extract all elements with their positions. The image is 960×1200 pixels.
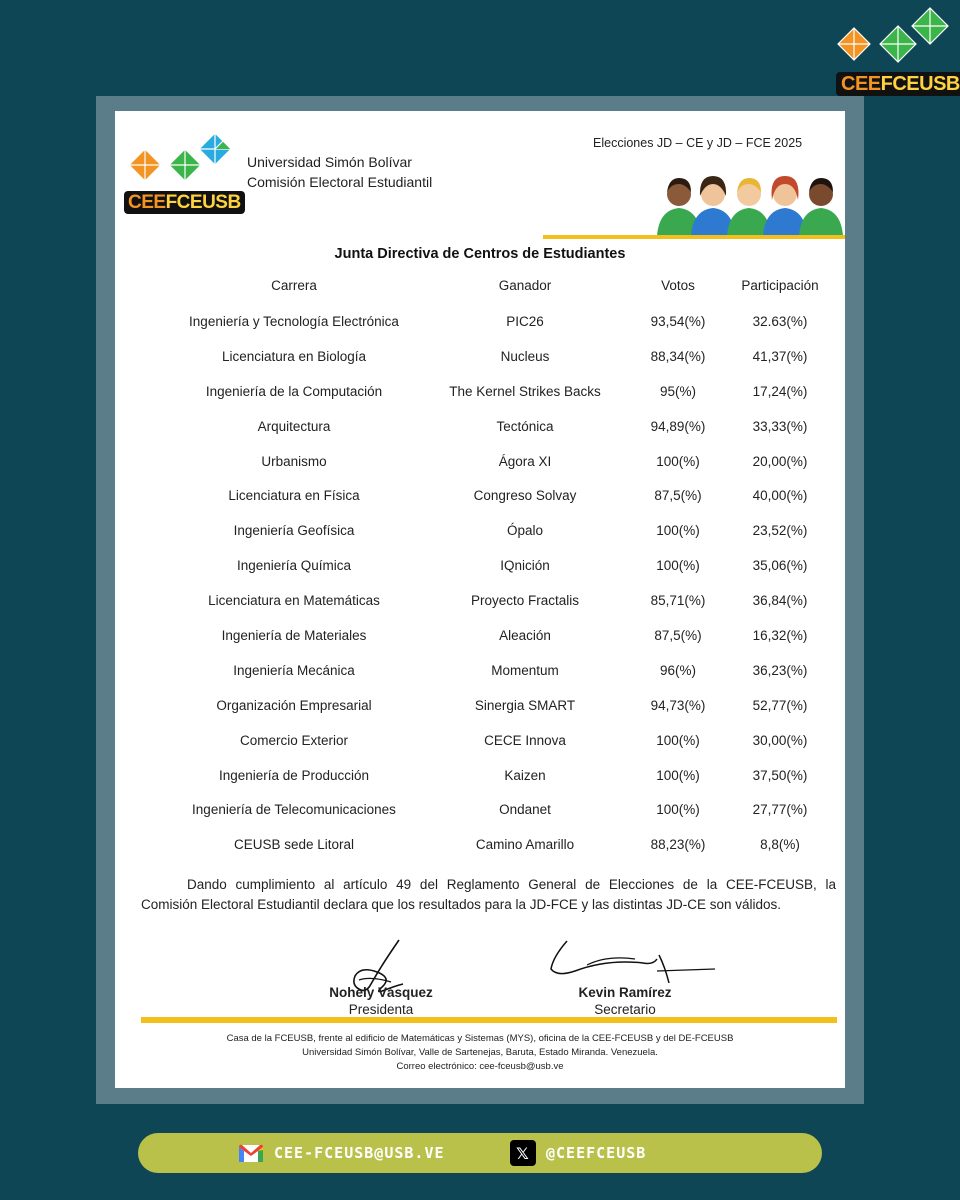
cell-carrera: Ingeniería y Tecnología Electrónica: [189, 313, 399, 329]
president-signature: [311, 984, 451, 1018]
cell-participacion: 36,23(%): [752, 662, 808, 678]
declaration-line-1: Dando cumplimiento al artículo 49 del Reglamento General de Elecciones de la CEE-FCEUSB, la: [187, 877, 836, 892]
column-header-participacion: Participación: [741, 277, 819, 293]
elections-title: Elecciones JD – CE y JD – FCE 2025: [593, 136, 803, 150]
results-table: [165, 266, 831, 862]
paper-wordmark: CEEFCEUSB: [124, 191, 245, 214]
cell-ganador: Ondanet: [499, 802, 551, 818]
cell-carrera: Licenciatura en Física: [228, 488, 360, 504]
cell-votos: 96(%): [659, 662, 696, 678]
cell-carrera: Ingeniería Mecánica: [233, 662, 355, 678]
table-row: [165, 374, 831, 409]
cell-votos: 94,89(%): [650, 418, 706, 434]
cell-votos: 100(%): [656, 558, 700, 574]
cell-votos: 100(%): [656, 767, 700, 783]
cell-participacion: 36,84(%): [752, 593, 808, 609]
cell-votos: 88,23(%): [650, 837, 706, 853]
cell-carrera: Comercio Exterior: [239, 732, 349, 748]
footer-email: Correo electrónico: cee-fceusb@usb.ve: [396, 1061, 564, 1072]
cell-participacion: 27,77(%): [752, 802, 808, 818]
footer-location: Universidad Simón Bolívar, Valle de Sartenejas, Baruta, Estado Miranda. Venezuela.: [302, 1047, 658, 1058]
cell-participacion: 32.63(%): [752, 313, 808, 329]
declaration-line-2: Comisión Electoral Estudiantil declara que los resultados para la JD-FCE y las distintas JD-CE son válidos.: [141, 897, 782, 912]
cell-carrera: Licenciatura en Matemáticas: [208, 593, 380, 609]
cell-ganador: Ágora XI: [498, 453, 552, 469]
cell-ganador: PIC26: [506, 313, 544, 329]
corner-logo: [834, 4, 960, 96]
table-row: [165, 583, 831, 618]
cell-participacion: 37,50(%): [752, 767, 808, 783]
cell-participacion: 30,00(%): [752, 732, 808, 748]
institution-block: [247, 152, 432, 192]
signer-role: Secretario: [594, 1002, 656, 1017]
signer-name: Nohely Vásquez: [329, 985, 433, 1000]
secretary-signature-icon: [547, 937, 717, 987]
cell-carrera: Licenciatura en Biología: [221, 348, 367, 364]
secretary-signature: [555, 984, 695, 1018]
cell-votos: 87,5(%): [654, 627, 702, 643]
cell-participacion: 23,52(%): [752, 523, 808, 539]
x-logo-icon: 𝕏: [510, 1140, 536, 1166]
footer-address: Casa de la FCEUSB, frente al edificio de Matemáticas y Sistemas (MYS), oficina de la CEE-FCEUSB y del DE-FCEUSB: [226, 1033, 734, 1044]
column-header-carrera: Carrera: [271, 277, 317, 293]
cell-ganador: Proyecto Fractalis: [470, 593, 580, 609]
cell-ganador: CECE Innova: [484, 732, 566, 748]
cell-participacion: 52,77(%): [752, 697, 808, 713]
university-name: Universidad Simón Bolívar: [247, 154, 412, 170]
table-row: [165, 723, 831, 758]
cell-ganador: Camino Amarillo: [475, 837, 575, 853]
diamond-logo-icon: [127, 129, 247, 193]
diamond-logo-icon: [834, 4, 954, 70]
document-frame: [96, 96, 864, 1104]
cell-ganador: Momentum: [491, 662, 559, 678]
corner-wordmark: CEEFCEUSB: [836, 72, 960, 96]
cell-votos: 100(%): [656, 523, 700, 539]
cell-ganador: Ópalo: [506, 523, 544, 539]
cell-carrera: Ingeniería de Telecomunicaciones: [192, 802, 396, 818]
cell-participacion: 33,33(%): [752, 418, 808, 434]
signer-role: Presidenta: [348, 1002, 414, 1017]
cell-participacion: 8,8(%): [760, 837, 800, 853]
footer-divider: [141, 1017, 837, 1023]
cell-participacion: 41,37(%): [752, 348, 808, 364]
cell-carrera: Ingeniería de Producción: [218, 767, 370, 783]
table-header-row: [165, 266, 831, 304]
cell-votos: 100(%): [656, 732, 700, 748]
section-title: Junta Directiva de Centros de Estudiantes: [334, 246, 626, 262]
cell-participacion: 16,32(%): [752, 627, 808, 643]
contact-email: CEE-FCEUSB@USB.VE: [274, 1144, 445, 1162]
cell-carrera: Arquitectura: [257, 418, 331, 434]
cell-ganador: Sinergia SMART: [474, 697, 576, 713]
cell-participacion: 20,00(%): [752, 453, 808, 469]
cell-carrera: Ingeniería Química: [236, 558, 352, 574]
cell-ganador: IQnición: [500, 558, 550, 574]
cell-votos: 94,73(%): [650, 697, 706, 713]
table-row: [165, 548, 831, 583]
contact-handle: @CEEFCEUSB: [546, 1144, 647, 1162]
gmail-icon: [238, 1140, 264, 1166]
cell-participacion: 17,24(%): [752, 383, 808, 399]
table-row: [165, 513, 831, 548]
cell-carrera: Urbanismo: [261, 453, 327, 469]
table-row: [165, 478, 831, 513]
contact-bar: [138, 1133, 822, 1173]
cell-carrera: Organización Empresarial: [216, 697, 372, 713]
cell-ganador: Kaizen: [504, 767, 546, 783]
column-header-votos: Votos: [661, 277, 695, 293]
table-row: [165, 758, 831, 793]
cell-votos: 100(%): [656, 802, 700, 818]
table-row: [165, 653, 831, 688]
cell-votos: 95(%): [659, 383, 696, 399]
cell-ganador: Congreso Solvay: [473, 488, 577, 504]
table-row: [165, 827, 831, 862]
table-row: [165, 409, 831, 444]
cell-carrera: Ingeniería de Materiales: [221, 627, 367, 643]
table-row: [165, 304, 831, 339]
cell-carrera: Ingeniería de la Computación: [205, 383, 383, 399]
document-footer: [115, 1032, 845, 1074]
x-social-contact[interactable]: [510, 1133, 646, 1173]
paper-logo: [127, 129, 247, 219]
cell-ganador: Tectónica: [496, 418, 554, 434]
table-row: [165, 792, 831, 827]
cell-votos: 87,5(%): [654, 488, 702, 504]
table-row: [165, 444, 831, 479]
commission-name: Comisión Electoral Estudiantil: [247, 174, 433, 190]
header-divider: [543, 235, 845, 239]
cell-votos: 93,54(%): [650, 313, 706, 329]
table-row: [165, 618, 831, 653]
results-document: [115, 111, 845, 1088]
cell-votos: 88,34(%): [650, 348, 706, 364]
cell-carrera: Ingeniería Geofísica: [233, 523, 355, 539]
cell-ganador: Aleación: [499, 627, 551, 643]
cell-ganador: Nucleus: [500, 348, 550, 364]
table-row: [165, 339, 831, 374]
cell-ganador: The Kernel Strikes Backs: [449, 383, 601, 399]
validity-declaration: [141, 875, 836, 915]
cell-participacion: 35,06(%): [752, 558, 808, 574]
cell-participacion: 40,00(%): [752, 488, 808, 504]
signer-name: Kevin Ramírez: [578, 985, 672, 1000]
cell-votos: 85,71(%): [650, 593, 706, 609]
email-contact[interactable]: [238, 1133, 445, 1173]
cell-carrera: CEUSB sede Litoral: [233, 837, 355, 853]
table-row: [165, 688, 831, 723]
students-illustration-icon: [655, 166, 845, 236]
cell-votos: 100(%): [656, 453, 700, 469]
column-header-ganador: Ganador: [498, 277, 552, 293]
